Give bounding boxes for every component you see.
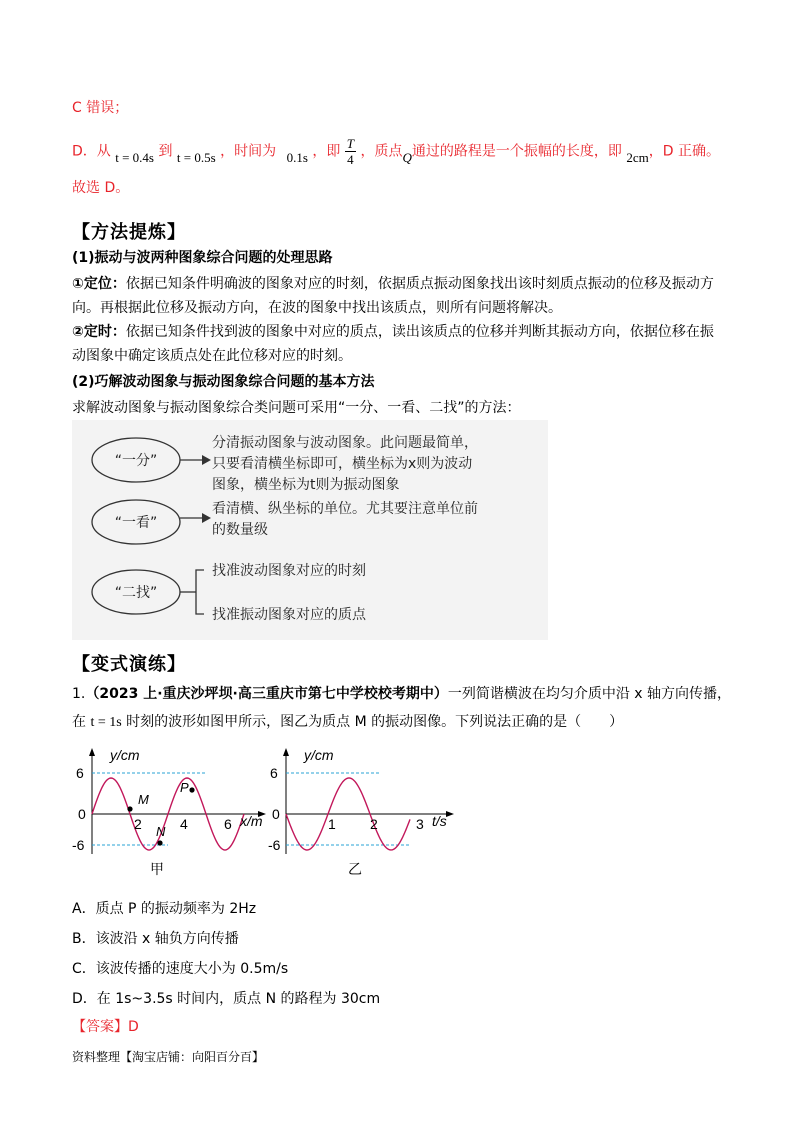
- method-sub1: (1)振动与波两种图象综合问题的处理思路: [72, 250, 333, 266]
- jia-caption: 甲: [150, 861, 164, 877]
- method-diagram: [72, 420, 548, 640]
- vibration-graph-yi: [270, 742, 470, 882]
- jia-xtick-6: 6: [224, 816, 232, 832]
- d-suffix: ，D 正确。: [648, 143, 720, 160]
- yi-xlabel: t/s: [432, 813, 447, 829]
- yi-ytick-neg6: -6: [268, 837, 281, 853]
- question-line-1: [72, 684, 731, 704]
- ji-word: ，即: [312, 143, 341, 160]
- p2-text-b: 动图象中确定该质点处在此位移对应的时刻。: [72, 348, 352, 364]
- time-t1: t = 0.4s: [115, 149, 154, 165]
- footer-note: 资料整理【淘宝店铺：向阳百分百】: [72, 1050, 265, 1064]
- yi-xtick-1: 1: [328, 816, 336, 832]
- jia-ytick-neg6: -6: [72, 837, 85, 853]
- method-p2: [72, 322, 732, 342]
- variant-heading: 【变式演练】: [72, 654, 186, 675]
- diagram-text1-c: 图象，横坐标为t则为振动图象: [212, 477, 400, 493]
- diagram-text1-b: 只要看清横坐标即可，横坐标为x则为波动: [212, 456, 473, 472]
- option-b: B．该波沿 x 轴负方向传播: [72, 931, 239, 947]
- diagram-text3-b: 找准振动图象对应的质点: [212, 607, 366, 623]
- p1-text-a: 依据已知条件明确波的图象对应的时刻，依据质点振动图象找出该时刻质点振动的位移及振动方: [125, 276, 714, 292]
- to-word: 到: [158, 143, 173, 160]
- oval-erzhao-label: “二找”: [114, 585, 158, 601]
- yi-ytick-0: 0: [272, 806, 280, 822]
- option-c: C．该波传播的速度大小为 0.5m/s: [72, 961, 289, 977]
- point-q: Q: [402, 149, 412, 165]
- question-number: 1.: [72, 686, 86, 702]
- answer-line: [72, 1017, 139, 1037]
- method-p1: [72, 274, 732, 294]
- answer-c-line: C 错误；: [72, 100, 129, 116]
- label-m: M: [138, 792, 149, 807]
- time-dt: 0.1s: [286, 149, 308, 165]
- wave-graph-jia: [72, 742, 272, 882]
- question-source: （2023 上·重庆沙坪坝·高三重庆市第七中学校校考期中）: [85, 686, 448, 702]
- answer-label: 【答案】: [72, 1019, 128, 1035]
- jia-xtick-4: 4: [180, 816, 188, 832]
- point-p: [189, 787, 194, 792]
- oval-yifen-label: “一分”: [114, 453, 158, 469]
- jia-ytick-0: 0: [78, 806, 86, 822]
- jia-xlabel: x/m: [240, 813, 263, 829]
- choose-line: 故选 D。: [72, 180, 130, 196]
- diagram-text2-a: 看清横、纵坐标的单位。尤其要注意单位前: [212, 501, 478, 517]
- p2-text-a: 依据已知条件找到波的图象中对应的质点，读出该质点的位移并判断其振动方向，依据位移在振: [125, 324, 714, 340]
- point-m: [127, 806, 132, 811]
- yi-y-arrow: [283, 748, 289, 756]
- point-word: ，质点: [360, 143, 403, 160]
- yi-caption: 乙: [348, 861, 362, 877]
- point-n: [157, 840, 162, 845]
- dist-value: 2cm: [626, 149, 649, 165]
- path-text: 通过的路程是一个振幅的长度，即: [411, 143, 622, 160]
- d-prefix: D．从: [72, 143, 111, 160]
- question-line-2: [72, 712, 623, 733]
- method-intro: 求解波动图象与振动图象综合类问题可采用“一分、一看、二找”的方法：: [72, 400, 521, 416]
- question-time: t = 1s: [90, 715, 122, 730]
- label-n: N: [156, 824, 166, 839]
- option-a: A．质点 P 的振动频率为 2Hz: [72, 901, 257, 917]
- question-text-a: 一列简谐横波在均匀介质中沿 x 轴方向传播，: [447, 686, 732, 702]
- question-text-b-post: 时刻的波形如图甲所示，图乙为质点 M 的振动图像。下列说法正确的是（ ）: [126, 714, 624, 730]
- option-d: D．在 1s~3.5s 时间内，质点 N 的路程为 30cm: [72, 991, 381, 1007]
- yi-x-arrow: [446, 811, 454, 817]
- frac-num: T: [346, 136, 355, 151]
- method-heading: 【方法提炼】: [72, 222, 186, 243]
- p1-label: ①定位：: [72, 276, 126, 292]
- answer-d-line: [72, 136, 720, 167]
- time-t2: t = 0.5s: [176, 149, 216, 165]
- time-is: ，时间为: [220, 143, 277, 160]
- p2-label: ②定时：: [72, 324, 126, 340]
- answer-value: D: [128, 1019, 139, 1035]
- fraction-t-over-4: [345, 136, 356, 167]
- diagram-text1-a: 分清振动图象与波动图象。此问题最简单，: [212, 435, 478, 451]
- diagram-text2-b: 的数量级: [212, 522, 268, 538]
- question-text-b-pre: 在: [72, 714, 86, 730]
- frac-den: 4: [347, 152, 354, 167]
- jia-ytick-6: 6: [76, 765, 84, 781]
- jia-xtick-2: 2: [134, 816, 142, 832]
- method-sub2: (2)巧解波动图象与振动图象综合问题的基本方法: [72, 374, 375, 390]
- label-p: P: [180, 780, 189, 795]
- diagram-text3-a: 找准波动图象对应的时刻: [212, 563, 366, 579]
- yi-xtick-3: 3: [416, 816, 424, 832]
- p1-text-b: 向。再根据此位移及振动方向，在波的图象中找出该质点，则所有问题将解决。: [72, 300, 562, 316]
- jia-ylabel: y/cm: [110, 747, 140, 763]
- oval-yikan-label: “一看”: [114, 515, 158, 531]
- yi-xtick-2: 2: [370, 816, 378, 832]
- jia-y-arrow: [89, 748, 95, 756]
- yi-ylabel: y/cm: [304, 747, 334, 763]
- yi-ytick-6: 6: [270, 765, 278, 781]
